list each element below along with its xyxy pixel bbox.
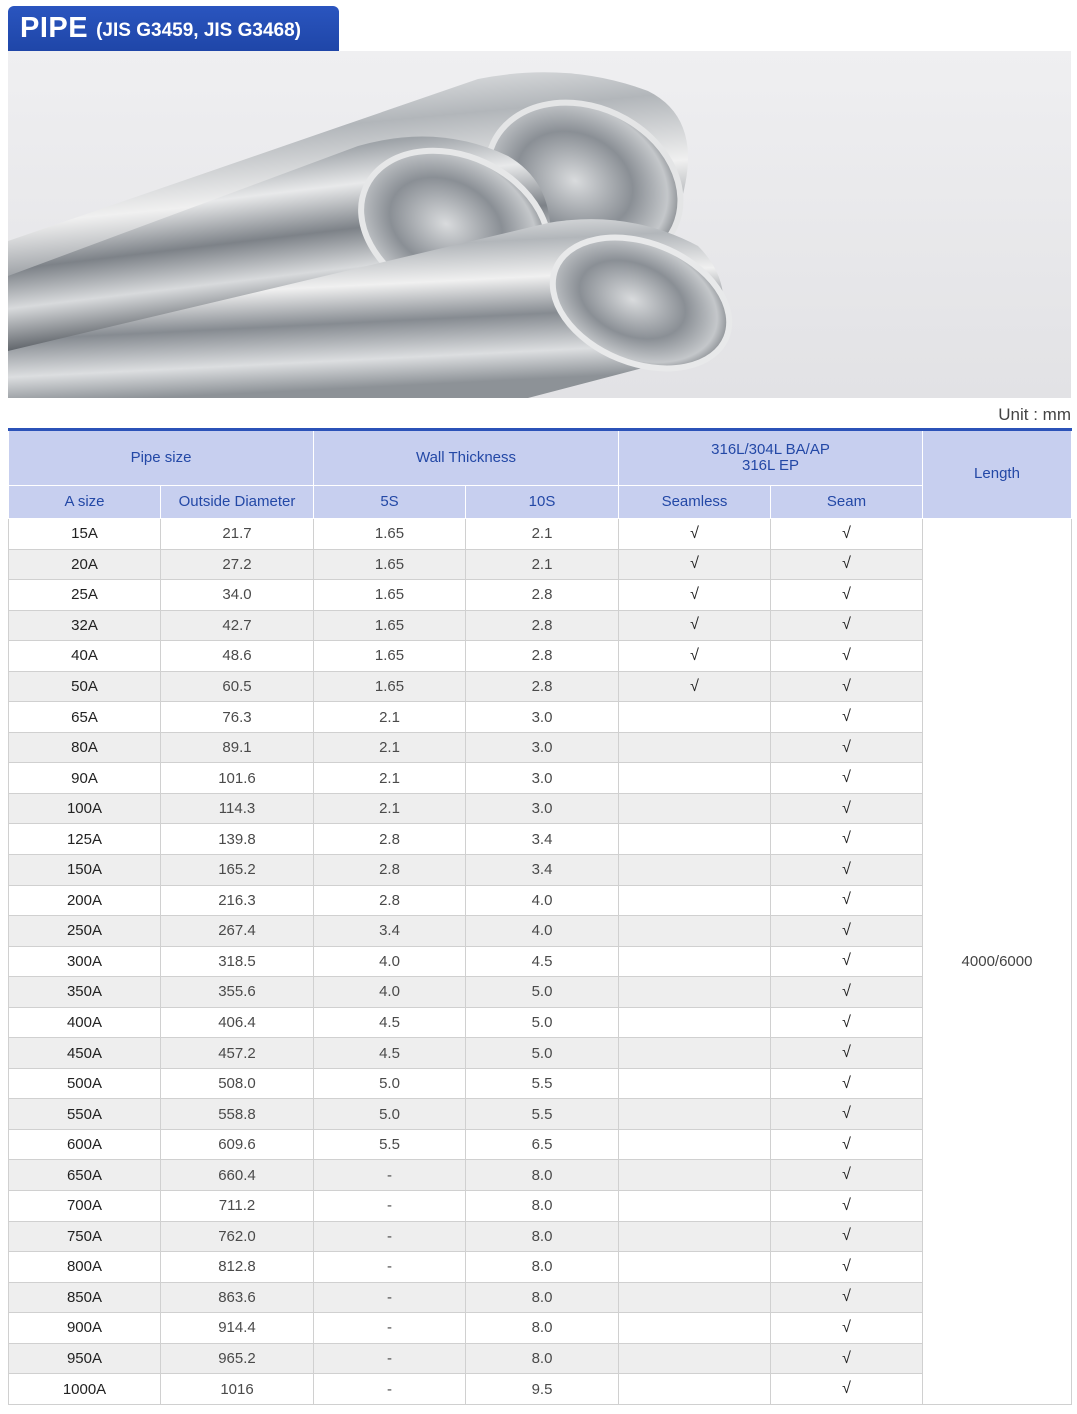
table-row [9, 916, 1072, 947]
cell-a-size: 650A [9, 1160, 161, 1191]
cell-10s: 3.0 [466, 702, 619, 733]
cell-10s: 5.0 [466, 1038, 619, 1069]
header-length: Length [923, 430, 1072, 519]
table-row [9, 1374, 1072, 1405]
table-row [9, 1191, 1072, 1222]
cell-5s: 1.65 [314, 610, 466, 641]
table-row [9, 1221, 1072, 1252]
cell-seam: √ [771, 732, 923, 763]
cell-5s: 5.0 [314, 1068, 466, 1099]
cell-a-size: 750A [9, 1221, 161, 1252]
cell-a-size: 700A [9, 1191, 161, 1222]
cell-seamless [619, 1007, 771, 1038]
cell-seamless [619, 1313, 771, 1344]
header-outside-diameter: Outside Diameter [161, 486, 314, 519]
cell-outside-diameter: 558.8 [161, 1099, 314, 1130]
header-material-line1: 316L/304L BA/AP [711, 440, 830, 458]
cell-10s: 3.0 [466, 793, 619, 824]
cell-10s: 8.0 [466, 1282, 619, 1313]
cell-outside-diameter: 165.2 [161, 855, 314, 886]
cell-seam: √ [771, 671, 923, 702]
cell-10s: 5.0 [466, 1007, 619, 1038]
cell-outside-diameter: 1016 [161, 1374, 314, 1405]
table-row [9, 824, 1072, 855]
cell-5s: 1.65 [314, 519, 466, 550]
cell-10s: 2.8 [466, 610, 619, 641]
cell-seam: √ [771, 1007, 923, 1038]
cell-seamless: √ [619, 641, 771, 672]
cell-seam: √ [771, 1282, 923, 1313]
cell-5s: 2.8 [314, 824, 466, 855]
cell-a-size: 950A [9, 1343, 161, 1374]
cell-seamless [619, 1374, 771, 1405]
cell-a-size: 32A [9, 610, 161, 641]
cell-seamless [619, 855, 771, 886]
cell-seam: √ [771, 763, 923, 794]
cell-seamless [619, 824, 771, 855]
cell-seam: √ [771, 549, 923, 580]
cell-seamless [619, 1099, 771, 1130]
cell-a-size: 450A [9, 1038, 161, 1069]
cell-a-size: 150A [9, 855, 161, 886]
cell-a-size: 25A [9, 580, 161, 611]
cell-seam: √ [771, 1343, 923, 1374]
cell-a-size: 600A [9, 1129, 161, 1160]
cell-5s: 5.0 [314, 1099, 466, 1130]
cell-5s: - [314, 1313, 466, 1344]
cell-outside-diameter: 267.4 [161, 916, 314, 947]
cell-a-size: 200A [9, 885, 161, 916]
cell-5s: 1.65 [314, 549, 466, 580]
cell-10s: 4.5 [466, 946, 619, 977]
cell-seamless [619, 1160, 771, 1191]
cell-outside-diameter: 34.0 [161, 580, 314, 611]
cell-seamless: √ [619, 610, 771, 641]
cell-a-size: 300A [9, 946, 161, 977]
cell-seamless [619, 793, 771, 824]
cell-5s: - [314, 1343, 466, 1374]
table-body [9, 519, 1072, 1405]
cell-a-size: 125A [9, 824, 161, 855]
cell-outside-diameter: 863.6 [161, 1282, 314, 1313]
cell-seam: √ [771, 519, 923, 550]
cell-a-size: 20A [9, 549, 161, 580]
cell-10s: 5.5 [466, 1068, 619, 1099]
table-row [9, 702, 1072, 733]
cell-seamless [619, 977, 771, 1008]
table-row [9, 946, 1072, 977]
cell-seamless [619, 885, 771, 916]
table-row [9, 1282, 1072, 1313]
cell-a-size: 800A [9, 1252, 161, 1283]
cell-a-size: 500A [9, 1068, 161, 1099]
cell-5s: 4.0 [314, 977, 466, 1008]
cell-10s: 2.8 [466, 641, 619, 672]
table-row [9, 519, 1072, 550]
cell-outside-diameter: 812.8 [161, 1252, 314, 1283]
cell-10s: 2.8 [466, 580, 619, 611]
header-seamless: Seamless [619, 486, 771, 519]
cell-seam: √ [771, 610, 923, 641]
cell-10s: 8.0 [466, 1343, 619, 1374]
cell-a-size: 850A [9, 1282, 161, 1313]
cell-seam: √ [771, 1129, 923, 1160]
table-row [9, 1038, 1072, 1069]
cell-outside-diameter: 355.6 [161, 977, 314, 1008]
table-row [9, 1099, 1072, 1130]
page-subtitle: (JIS G3459, JIS G3468) [96, 20, 301, 41]
cell-a-size: 250A [9, 916, 161, 947]
cell-outside-diameter: 89.1 [161, 732, 314, 763]
cell-a-size: 15A [9, 519, 161, 550]
cell-10s: 9.5 [466, 1374, 619, 1405]
cell-seamless: √ [619, 580, 771, 611]
cell-seam: √ [771, 977, 923, 1008]
cell-seam: √ [771, 916, 923, 947]
cell-10s: 3.0 [466, 763, 619, 794]
cell-seam: √ [771, 580, 923, 611]
cell-5s: 2.8 [314, 855, 466, 886]
cell-5s: 4.5 [314, 1038, 466, 1069]
cell-outside-diameter: 27.2 [161, 549, 314, 580]
cell-10s: 4.0 [466, 885, 619, 916]
cell-10s: 8.0 [466, 1313, 619, 1344]
table-row [9, 580, 1072, 611]
cell-seam: √ [771, 1313, 923, 1344]
cell-outside-diameter: 48.6 [161, 641, 314, 672]
table-row [9, 732, 1072, 763]
cell-a-size: 400A [9, 1007, 161, 1038]
unit-label: Unit : mm [998, 405, 1071, 424]
cell-seam: √ [771, 1191, 923, 1222]
cell-seamless [619, 916, 771, 947]
cell-10s: 2.1 [466, 519, 619, 550]
cell-5s: - [314, 1160, 466, 1191]
cell-outside-diameter: 139.8 [161, 824, 314, 855]
cell-10s: 6.5 [466, 1129, 619, 1160]
table-row [9, 855, 1072, 886]
cell-seam: √ [771, 855, 923, 886]
cell-5s: 3.4 [314, 916, 466, 947]
cell-outside-diameter: 21.7 [161, 519, 314, 550]
cell-seamless: √ [619, 549, 771, 580]
table-row [9, 885, 1072, 916]
table-row [9, 1343, 1072, 1374]
cell-10s: 3.4 [466, 855, 619, 886]
cell-outside-diameter: 914.4 [161, 1313, 314, 1344]
cell-10s: 4.0 [466, 916, 619, 947]
cell-seamless [619, 946, 771, 977]
cell-outside-diameter: 406.4 [161, 1007, 314, 1038]
cell-a-size: 90A [9, 763, 161, 794]
cell-a-size: 1000A [9, 1374, 161, 1405]
cell-a-size: 100A [9, 793, 161, 824]
cell-seam: √ [771, 793, 923, 824]
cell-seamless [619, 763, 771, 794]
cell-10s: 8.0 [466, 1221, 619, 1252]
cell-outside-diameter: 216.3 [161, 885, 314, 916]
pipe-spec-table [8, 428, 1072, 1405]
table-row [9, 1129, 1072, 1160]
cell-outside-diameter: 114.3 [161, 793, 314, 824]
cell-10s: 2.1 [466, 549, 619, 580]
cell-5s: 2.1 [314, 763, 466, 794]
cell-seamless: √ [619, 519, 771, 550]
cell-seamless [619, 1191, 771, 1222]
table-row [9, 977, 1072, 1008]
table-row [9, 1252, 1072, 1283]
table-row [9, 641, 1072, 672]
cell-seam: √ [771, 885, 923, 916]
cell-seamless: √ [619, 671, 771, 702]
table-row [9, 1160, 1072, 1191]
cell-outside-diameter: 60.5 [161, 671, 314, 702]
cell-5s: 1.65 [314, 671, 466, 702]
cell-10s: 5.0 [466, 977, 619, 1008]
cell-seamless [619, 1221, 771, 1252]
cell-5s: 5.5 [314, 1129, 466, 1160]
cell-seam: √ [771, 1099, 923, 1130]
cell-a-size: 550A [9, 1099, 161, 1130]
header-material [619, 430, 923, 486]
page-title: PIPE [20, 12, 89, 44]
table-row [9, 1068, 1072, 1099]
header-wall-thickness: Wall Thickness [314, 430, 619, 486]
cell-5s: 4.5 [314, 1007, 466, 1038]
header-a-size: A size [9, 486, 161, 519]
table-row [9, 793, 1072, 824]
cell-seamless [619, 1068, 771, 1099]
cell-outside-diameter: 76.3 [161, 702, 314, 733]
cell-10s: 5.5 [466, 1099, 619, 1130]
cell-10s: 3.4 [466, 824, 619, 855]
header-material-line2: 316L EP [742, 457, 799, 474]
cell-seam: √ [771, 1374, 923, 1405]
cell-5s: 2.1 [314, 702, 466, 733]
product-photo [8, 51, 1071, 398]
page-title-tab [8, 6, 339, 51]
cell-seam: √ [771, 1068, 923, 1099]
header-10s: 10S [466, 486, 619, 519]
cell-outside-diameter: 660.4 [161, 1160, 314, 1191]
cell-a-size: 50A [9, 671, 161, 702]
cell-seamless [619, 1252, 771, 1283]
cell-10s: 8.0 [466, 1191, 619, 1222]
cell-seam: √ [771, 1252, 923, 1283]
cell-seamless [619, 732, 771, 763]
cell-5s: 4.0 [314, 946, 466, 977]
cell-outside-diameter: 508.0 [161, 1068, 314, 1099]
cell-a-size: 80A [9, 732, 161, 763]
cell-seamless [619, 702, 771, 733]
cell-outside-diameter: 609.6 [161, 1129, 314, 1160]
cell-5s: - [314, 1374, 466, 1405]
cell-5s: 2.1 [314, 732, 466, 763]
cell-seam: √ [771, 1221, 923, 1252]
header-pipe-size: Pipe size [9, 430, 314, 486]
table-row [9, 549, 1072, 580]
table-row [9, 610, 1072, 641]
cell-seamless [619, 1343, 771, 1374]
cell-5s: 2.8 [314, 885, 466, 916]
cell-a-size: 350A [9, 977, 161, 1008]
cell-10s: 2.8 [466, 671, 619, 702]
cell-5s: - [314, 1252, 466, 1283]
cell-5s: 1.65 [314, 580, 466, 611]
cell-10s: 3.0 [466, 732, 619, 763]
header-5s: 5S [314, 486, 466, 519]
cell-seam: √ [771, 824, 923, 855]
cell-a-size: 900A [9, 1313, 161, 1344]
cell-a-size: 65A [9, 702, 161, 733]
cell-5s: - [314, 1221, 466, 1252]
header-seam: Seam [771, 486, 923, 519]
cell-outside-diameter: 101.6 [161, 763, 314, 794]
cell-outside-diameter: 965.2 [161, 1343, 314, 1374]
cell-length: 4000/6000 [923, 519, 1072, 1405]
cell-seamless [619, 1038, 771, 1069]
cell-5s: 1.65 [314, 641, 466, 672]
cell-a-size: 40A [9, 641, 161, 672]
table-row [9, 671, 1072, 702]
cell-5s: 2.1 [314, 793, 466, 824]
cell-10s: 8.0 [466, 1160, 619, 1191]
cell-10s: 8.0 [466, 1252, 619, 1283]
table-row [9, 1313, 1072, 1344]
cell-seam: √ [771, 641, 923, 672]
cell-seam: √ [771, 1160, 923, 1191]
cell-outside-diameter: 762.0 [161, 1221, 314, 1252]
cell-seamless [619, 1282, 771, 1313]
pipe-illustration [8, 51, 1071, 398]
cell-seam: √ [771, 702, 923, 733]
table-row [9, 1007, 1072, 1038]
cell-outside-diameter: 711.2 [161, 1191, 314, 1222]
cell-outside-diameter: 42.7 [161, 610, 314, 641]
cell-seam: √ [771, 946, 923, 977]
cell-seamless [619, 1129, 771, 1160]
cell-5s: - [314, 1191, 466, 1222]
cell-5s: - [314, 1282, 466, 1313]
table-row [9, 763, 1072, 794]
cell-outside-diameter: 457.2 [161, 1038, 314, 1069]
cell-seam: √ [771, 1038, 923, 1069]
cell-outside-diameter: 318.5 [161, 946, 314, 977]
